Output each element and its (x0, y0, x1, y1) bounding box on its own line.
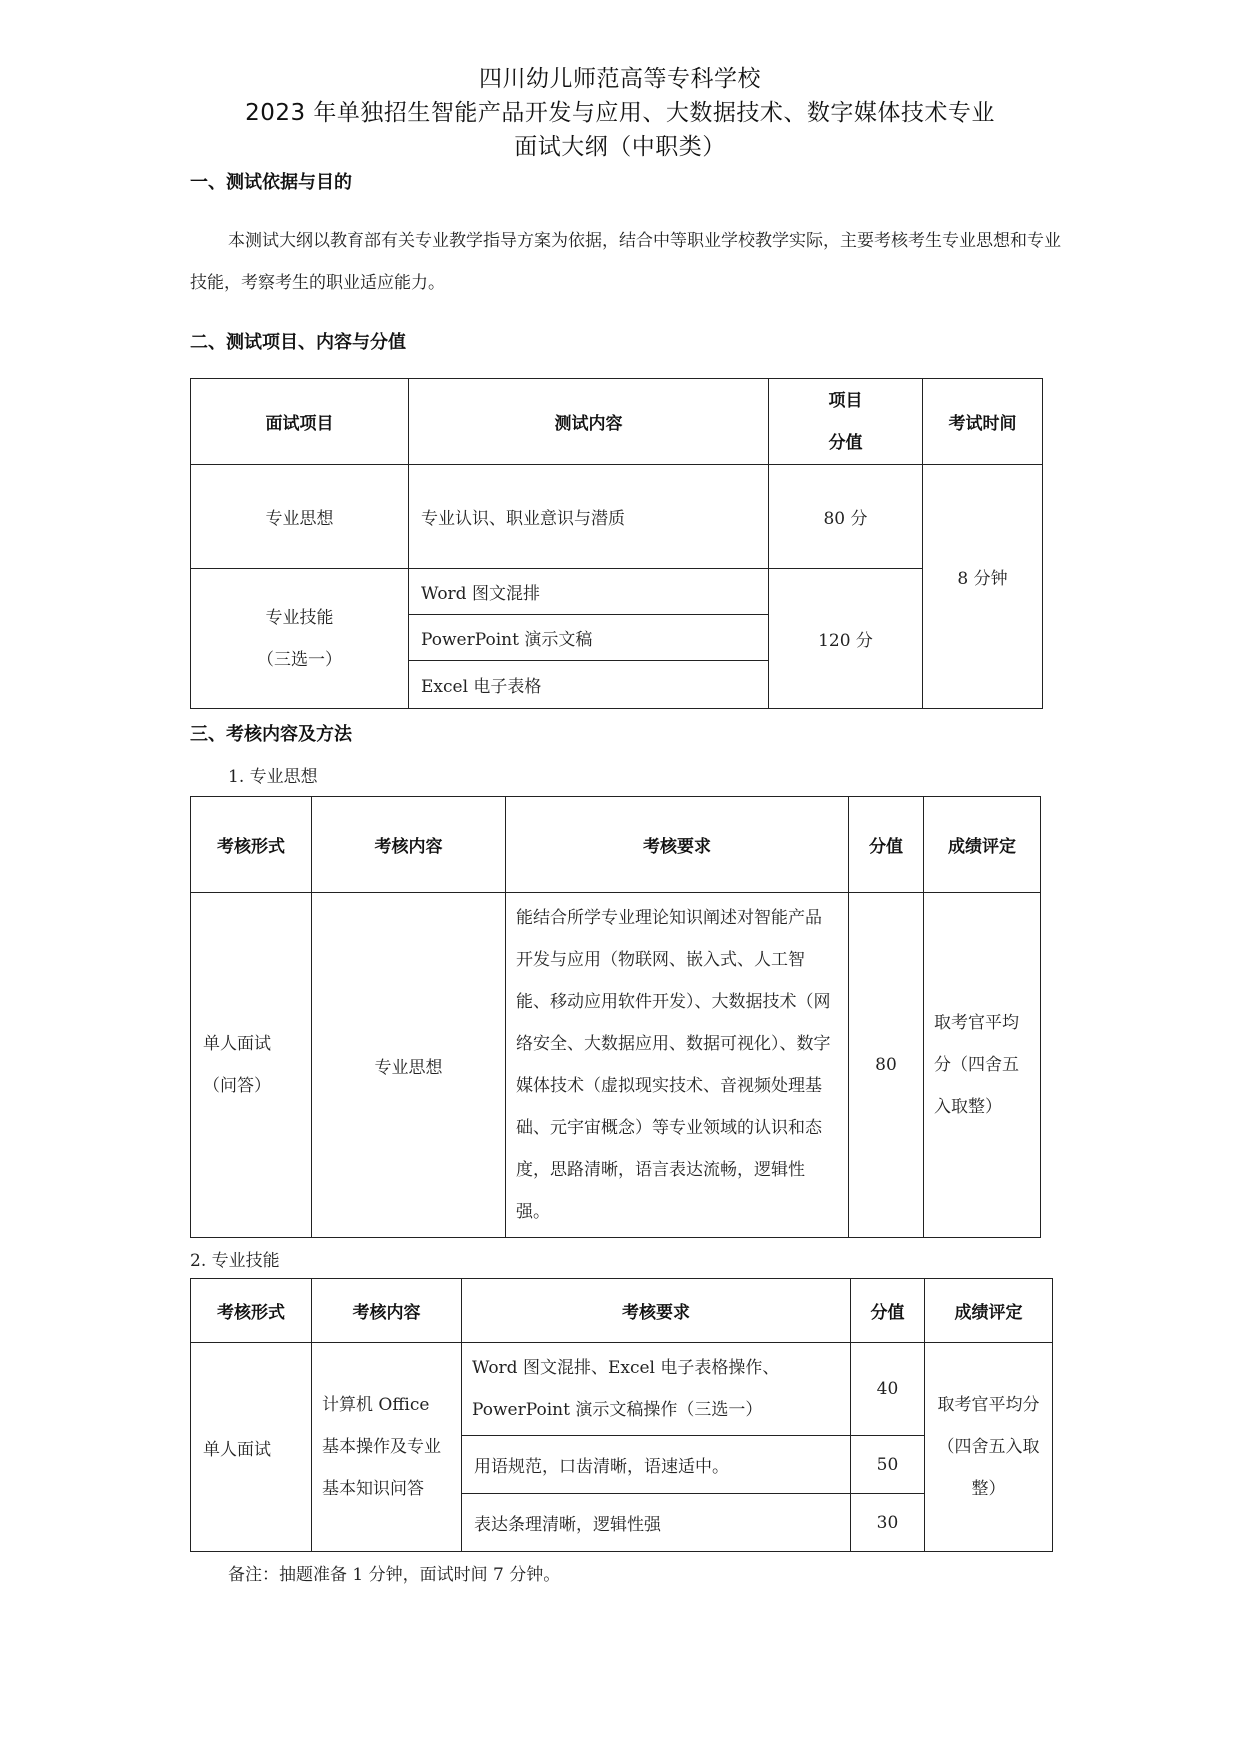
section1-paragraph: 本测试大纲以教育部有关专业教学指导方案为依据，结合中等职业学校教学实际，主要考核考生专业思想和专业技能，考察考生的职业适应能力。 (190, 231, 1061, 293)
note: 备注：抽题准备 1 分钟，面试时间 7 分钟。 (228, 1565, 561, 1585)
exam-title: 2023 年单独招生智能产品开发与应用、大数据技术、数字媒体技术专业 (245, 100, 995, 126)
content-skill-excel: Excel 电子表格 (409, 661, 769, 709)
p1-header-form: 考核形式 (191, 797, 312, 893)
content-thought: 专业认识、职业意识与潜质 (409, 465, 769, 569)
p2-requirement-2: 用语规范，口齿清晰，语速适中。 (462, 1436, 851, 1494)
score-skill: 120 分 (769, 569, 923, 709)
p1-form-line1: 单人面试 (203, 1034, 271, 1054)
header-score-line2: 分值 (828, 432, 863, 453)
header-content: 测试内容 (409, 379, 769, 465)
p2-evaluation: 取考官平均分（四舍五入取整） (925, 1343, 1053, 1552)
p2-header-form: 考核形式 (191, 1279, 312, 1343)
section3-heading: 三、考核内容及方法 (190, 724, 352, 745)
p1-requirement: 能结合所学专业理论知识阐述对智能产品开发与应用（物联网、嵌入式、人工智能、移动应用软件开发）、大数据技术（网络安全、大数据应用、数据可视化）、数字媒体技术（虚拟现实技术、音视频处理基础、元宇宙概念）等专业领域的认识和态度，思路清晰，语言表达流畅，逻辑性强。 (506, 893, 849, 1238)
part1-label: 1. 专业思想 (228, 767, 318, 787)
p2-form: 单人面试 (191, 1343, 312, 1552)
exam-time-value: 8 分钟 (957, 569, 1008, 589)
p2-requirement-1: Word 图文混排、Excel 电子表格操作、PowerPoint 演示文稿操作（三选一） (462, 1343, 851, 1436)
school-title: 四川幼儿师范高等专科学校 (479, 66, 761, 92)
p1-content: 专业思想 (312, 893, 506, 1238)
part2-table (190, 1278, 1053, 1552)
p2-score-2: 50 (851, 1436, 925, 1494)
score-table (190, 378, 1043, 709)
header-item: 面试项目 (191, 379, 409, 465)
p1-header-content: 考核内容 (312, 797, 506, 893)
header-time: 考试时间 (923, 379, 1043, 465)
item-skill-line1: 专业技能 (265, 607, 334, 628)
p2-requirement-3: 表达条理清晰，逻辑性强 (462, 1494, 851, 1552)
header-score-line1: 项目 (828, 390, 863, 411)
exam-subtitle: 面试大纲（中职类） (514, 134, 726, 160)
section1-heading: 一、测试依据与目的 (190, 172, 352, 193)
p2-header-evaluation: 成绩评定 (925, 1279, 1053, 1343)
p1-header-score: 分值 (849, 797, 924, 893)
p1-form-line2: （问答） (203, 1076, 271, 1096)
p1-header-evaluation: 成绩评定 (924, 797, 1041, 893)
p1-score: 80 (849, 893, 924, 1238)
p2-score-1: 40 (851, 1343, 925, 1436)
score-thought: 80 分 (769, 465, 923, 569)
p1-evaluation: 取考官平均分（四舍五入取整） (924, 893, 1041, 1238)
section2-heading: 二、测试项目、内容与分值 (190, 332, 406, 353)
content-skill-ppt: PowerPoint 演示文稿 (409, 615, 769, 661)
part2-label: 2. 专业技能 (190, 1251, 280, 1271)
part1-table (190, 796, 1041, 1238)
p2-header-score: 分值 (851, 1279, 925, 1343)
exam-time (923, 465, 1043, 709)
item-skill-line2: （三选一） (257, 649, 342, 670)
p1-header-requirement: 考核要求 (506, 797, 849, 893)
content-skill-word: Word 图文混排 (409, 569, 769, 615)
p2-content: 计算机 Office 基本操作及专业基本知识问答 (312, 1343, 462, 1552)
header-score (769, 379, 923, 465)
item-skill (191, 569, 409, 709)
p2-header-requirement: 考核要求 (462, 1279, 851, 1343)
p2-header-content: 考核内容 (312, 1279, 462, 1343)
p1-form (191, 893, 312, 1238)
item-thought: 专业思想 (191, 465, 409, 569)
p2-score-3: 30 (851, 1494, 925, 1552)
